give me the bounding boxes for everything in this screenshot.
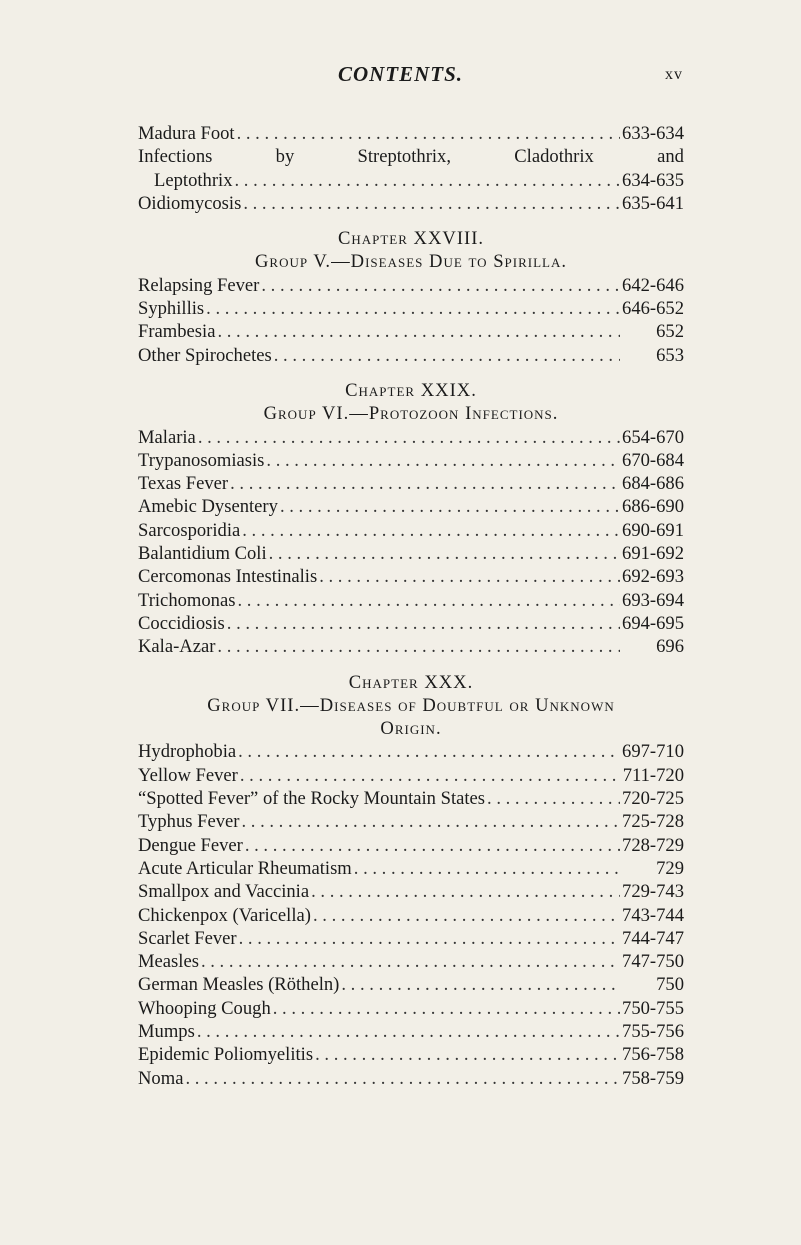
dot-leader [273,997,620,1020]
dot-leader [319,565,620,588]
entry-title: Acute Articular Rheumatism [138,857,352,879]
top-entries [138,122,684,145]
toc-entry [138,274,684,297]
entry-title: Smallpox and Vaccinia [138,881,310,903]
dot-leader [280,495,620,518]
entry-pages: 654-670 [622,426,684,448]
toc-entry [138,344,684,367]
entry-pages: 653 [656,344,684,366]
dot-leader [230,472,620,495]
entry-title: Relapsing Fever [138,274,260,296]
continued-word: Cladothrix [514,146,594,168]
dot-leader [341,973,620,996]
dot-leader [274,344,620,367]
toc-entry [138,320,684,343]
chapter-28-entries [138,274,684,367]
toc-entry [138,122,684,145]
toc-entry [138,857,684,880]
entry-pages: 729 [656,857,684,879]
entry-pages: 694-695 [622,612,684,634]
entry-pages: 729-743 [622,881,684,903]
group-heading-6: Group VI.—Protozoon Infections. [263,403,559,425]
dot-leader [239,927,620,950]
toc-entry [138,973,684,996]
dot-leader [237,122,620,145]
entry-title: Balantidium Coli [138,543,267,565]
continued-entry [138,145,684,192]
toc-entry [138,1043,684,1066]
entry-title: Trypanosomiasis [138,449,265,471]
toc-entry [138,589,684,612]
entry-pages: 697-710 [622,741,684,763]
entry-pages: 720-725 [622,788,684,810]
entry-title: Other Spirochetes [138,344,272,366]
toc-entry [138,472,684,495]
running-title: CONTENTS. [337,62,464,86]
entry-pages: 634-635 [622,169,684,191]
dot-leader [487,787,620,810]
entry-pages: 635-641 [622,192,684,214]
toc-entry [138,764,684,787]
entry-title: Typhus Fever [138,811,240,833]
entry-title: Noma [138,1067,184,1089]
entry-pages: 691-692 [622,543,684,565]
dot-leader [227,612,620,635]
dot-leader [241,810,620,833]
toc-entry [138,635,684,658]
entry-pages: 692-693 [622,566,684,588]
toc-entry [138,542,684,565]
toc-entry [138,834,684,857]
dot-leader [235,169,621,192]
entry-title: Cercomonas Intestinalis [138,566,318,588]
entry-pages: 686-690 [622,496,684,518]
dot-leader [197,1020,620,1043]
entry-title: Coccidiosis [138,612,225,634]
entry-pages: 696 [656,636,684,658]
toc-entry [138,495,684,518]
dot-leader [201,950,620,973]
toc-entry [138,810,684,833]
toc-entry [138,880,684,903]
entry-pages: 690-691 [622,519,684,541]
toc-entry [138,297,684,320]
entry-title: Measles [138,951,199,973]
toc-entry [138,169,684,192]
dot-leader [266,449,620,472]
dot-leader [354,857,620,880]
dot-leader [237,589,620,612]
entry-title: Yellow Fever [138,764,238,786]
toc-entry [138,904,684,927]
dot-leader [217,635,620,658]
entry-title: Syphillis [138,298,205,320]
toc-entry [138,565,684,588]
entry-pages: 693-694 [622,589,684,611]
entry-pages: 646-652 [622,298,684,320]
entry-pages: 744-747 [622,927,684,949]
group-heading-5: Group V.—Diseases Due to Spirilla. [254,251,568,273]
dot-leader [242,519,620,542]
dot-leader [243,192,620,215]
entry-pages: 711-720 [622,764,684,786]
toc-entry [138,740,684,763]
dot-leader [261,274,620,297]
continued-word: Streptothrix, [357,146,451,168]
running-head [0,62,801,92]
continued-word: by [275,146,295,168]
dot-leader [269,542,620,565]
dot-leader [313,904,620,927]
entry-pages: 684-686 [622,473,684,495]
dot-leader [238,740,620,763]
entry-title: Chickenpox (Varicella) [138,904,311,926]
entry-title: Mumps [138,1020,195,1042]
chapter-heading-29: Chapter XXIX. [345,379,477,401]
group-heading-7-line1: Group VII.—Diseases of Doubtful or Unknown [207,694,615,716]
entry-pages: 750 [656,974,684,996]
toc-entry [138,1020,684,1043]
dot-leader [315,1043,620,1066]
dot-leader [198,426,620,449]
entry-pages: 750-755 [622,997,684,1019]
dot-leader [240,764,620,787]
dot-leader [185,1067,620,1090]
chapter-heading-30: Chapter XXX. [348,671,474,693]
chapter-30-entries [138,740,684,1089]
entry-pages: 743-744 [622,904,684,926]
toc-entry [138,1067,684,1090]
entry-pages: 756-758 [622,1044,684,1066]
toc-entry [138,997,684,1020]
entry-pages: 725-728 [622,811,684,833]
contents-list [138,122,684,1090]
entry-title: “Spotted Fever” of the Rocky Mountain States [138,788,486,810]
dot-leader [311,880,620,903]
entry-title: Hydrophobia [138,741,237,763]
entry-title: Malaria [138,426,196,448]
entry-title: Leptothrix [154,169,233,191]
entry-pages: 758-759 [622,1067,684,1089]
entry-title: Trichomonas [138,589,236,611]
toc-entry [138,426,684,449]
entry-title: Whooping Cough [138,997,271,1019]
chapter-29-entries [138,426,684,659]
toc-entry [138,927,684,950]
entry-title: Epidemic Poliomyelitis [138,1044,314,1066]
entry-title: Dengue Fever [138,834,243,856]
continued-word: Infections [138,146,213,168]
dot-leader [217,320,620,343]
toc-entry [138,519,684,542]
page-number: xv [665,66,683,83]
entry-title: Amebic Dysentery [138,496,278,518]
entry-title: Kala-Azar [138,636,216,658]
entry-pages: 642-646 [622,274,684,296]
after-continued-entries [138,192,684,215]
entry-title: Texas Fever [138,473,229,495]
entry-title: German Measles (Rötheln) [138,974,340,996]
entry-title: Madura Foot [138,123,235,144]
entry-pages: 670-684 [622,449,684,471]
toc-entry [138,449,684,472]
toc-entry [138,612,684,635]
continued-entry-line1 [138,145,684,168]
entry-title: Oidiomycosis [138,192,242,214]
entry-title: Frambesia [138,321,216,343]
group-heading-7-line2: Origin. [380,718,442,740]
dot-leader [206,297,620,320]
entry-pages: 652 [656,321,684,343]
entry-pages: 747-750 [622,951,684,973]
toc-entry [138,192,684,215]
toc-entry [138,950,684,973]
entry-pages: 633-634 [622,123,684,144]
continued-word: and [657,146,684,168]
entry-pages: 755-756 [622,1020,684,1042]
toc-entry [138,787,684,810]
chapter-heading-28: Chapter XXVIII. [337,228,485,250]
entry-title: Scarlet Fever [138,927,237,949]
entry-title: Sarcosporidia [138,519,241,541]
dot-leader [245,834,620,857]
entry-pages: 728-729 [622,834,684,856]
